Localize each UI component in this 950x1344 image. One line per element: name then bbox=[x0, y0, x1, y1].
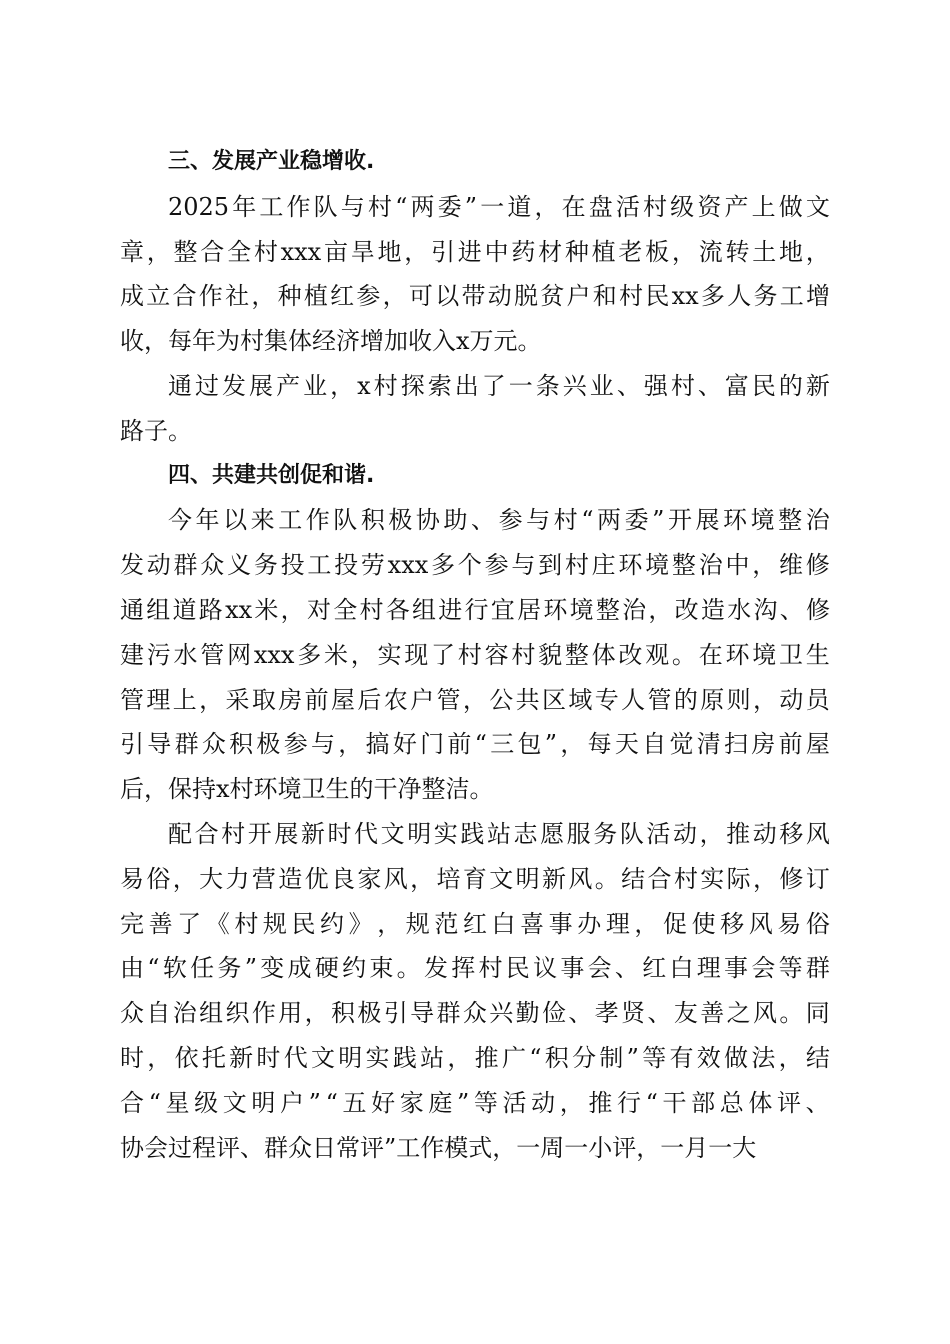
text-line: 成 立 合 作 社 ， 种 植 红 参 ， 可 以 带 动 脱 贫 户 和 村 民 xx 多 人 务 工 增 bbox=[120, 282, 830, 311]
text-line: 引 导 群 众 积 极 参 与 ， 搞 好 门 前 “ 三 包 ” ， 每 天 自 觉 清 扫 房 前 屋 bbox=[120, 730, 830, 759]
text-line: 配 合 村 开 展 新 时 代 文 明 实 践 站 志 愿 服 务 队 活 动 ， 推 动 移 风 bbox=[168, 820, 830, 848]
text-line: 章 ， 整 合 全 村 xxx 亩 旱 地 ， 引 进 中 药 材 种 植 老 板 ， 流 转 土 地 ， bbox=[120, 237, 830, 266]
text-line: 建 污 水 管 网 xxx 多 米 ， 实 现 了 村 容 村 貌 整 体 改 观 。 在 环 境 卫 生 bbox=[120, 640, 830, 669]
text-line: 完 善 了 《 村 规 民 约 》 ， 规 范 红 白 喜 事 办 理 ， 促 使 移 风 易 俗 bbox=[120, 909, 830, 938]
text-line: 通 过 发 展 产 业 ， x 村 探 索 出 了 一 条 兴 业 、 强 村 、 富 民 的 新 bbox=[168, 372, 830, 400]
text-line: 协会过程评、群众日常评”工作模式，一周一小评，一月一大 bbox=[120, 1133, 757, 1162]
text-line: 管 理 上 ， 采 取 房 前 屋 后 农 户 管 ， 公 共 区 域 专 人 管 的 原 则 ， 动 员 bbox=[120, 685, 830, 714]
text-line: 收，每年为村集体经济增加收入x万元。 bbox=[120, 327, 542, 356]
text-line: 时 ， 依 托 新 时 代 文 明 实 践 站 ， 推 广 “ 积 分 制 ” 等 有 效 做 法 ， 结 bbox=[120, 1044, 830, 1072]
text-line: 合 “ 星 级 文 明 户 ” “ 五 好 家 庭 ” 等 活 动 ， 推 行 “ 干 部 总 体 评 、 bbox=[120, 1088, 830, 1117]
text-line: 通 组 道 路 xx 米 ， 对 全 村 各 组 进 行 宜 居 环 境 整 治 ， 改 造 水 沟 、 修 bbox=[120, 596, 830, 624]
section-heading-1: 三、发展产业稳增收. bbox=[168, 149, 375, 174]
text-line: 今 年 以 来 工 作 队 积 极 协 助 、 参 与 村 “ 两 委 ” 开 展 环 境 整 治 bbox=[168, 506, 830, 535]
text-line: 易 俗 ， 大 力 营 造 优 良 家 风 ， 培 育 文 明 新 风 。 结 合 村 实 际 ， 修 订 bbox=[120, 864, 830, 893]
text-line: 众 自 治 组 织 作 用 ， 积 极 引 导 群 众 兴 勤 俭 、 孝 贤 、 友 善 之 风 。 同 bbox=[120, 999, 830, 1028]
text-line: 发 动 群 众 义 务 投 工 投 劳 xxx 多 个 参 与 到 村 庄 环 境 整 治 中 ， 维 修 bbox=[120, 551, 830, 580]
section-heading-2: 四、共建共创促和谐. bbox=[168, 462, 375, 488]
text-line: 由 “ 软 任 务 ” 变 成 硬 约 束 。 发 挥 村 民 议 事 会 、 红 白 理 事 会 等 群 bbox=[120, 954, 830, 983]
text-line: 2025 年 工 作 队 与 村 “ 两 委 ” 一 道 ， 在 盘 活 村 级 资 产 上 做 文 bbox=[168, 192, 830, 221]
text-line: 后，保持x村环境卫生的干净整洁。 bbox=[120, 775, 494, 804]
text-line: 路子。 bbox=[120, 416, 192, 445]
